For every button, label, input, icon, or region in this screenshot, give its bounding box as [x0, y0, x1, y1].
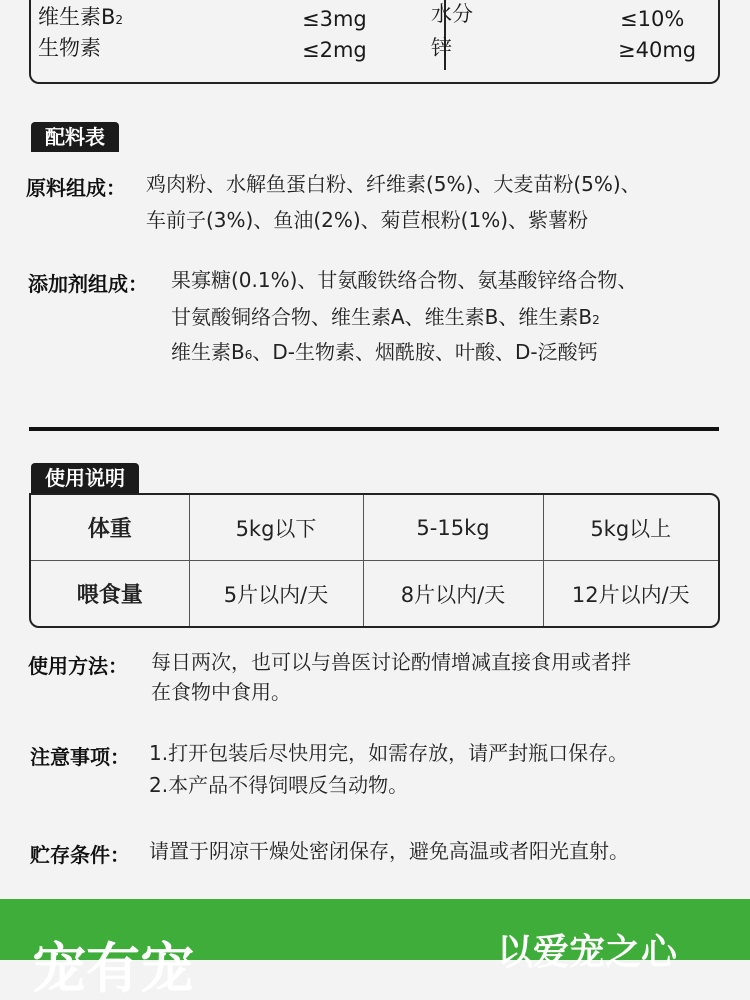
table-cell: 5kg以下	[189, 495, 363, 561]
usage-method-label: 使用方法：	[28, 654, 128, 678]
raw-materials-line-2: 车前子(3%)、鱼油(2%)、菊苣根粉(1%)、紫薯粉	[146, 208, 589, 232]
additives-line-2: 甘氨酸铜络合物、维生素A、维生素B、维生素B2	[171, 305, 600, 329]
table-row-header-weight: 体重	[31, 495, 189, 561]
nutrient-value-zinc: ≥40mg	[618, 38, 697, 62]
nutrient-value-vitamin-b2: ≤3mg	[302, 7, 367, 31]
nutrient-name-moisture: 水分	[431, 2, 473, 26]
nutrient-value-biotin: ≤2mg	[302, 38, 367, 62]
nutrient-name-vitamin-b2: 维生素B2	[38, 5, 124, 29]
notes-label: 注意事项：	[30, 745, 130, 769]
storage-label: 贮存条件：	[30, 843, 130, 867]
table-row-header-feeding: 喂食量	[31, 561, 189, 627]
usage-tag: 使用说明	[31, 463, 139, 493]
nutrient-value-moisture: ≤10%	[620, 7, 685, 31]
table-cell: 5-15kg	[363, 495, 543, 561]
nutrient-name-zinc: 锌	[431, 36, 452, 60]
table-row	[31, 495, 718, 561]
feeding-table	[29, 493, 720, 628]
usage-method-line-2: 在食物中食用。	[151, 680, 291, 704]
footer-banner	[0, 899, 750, 1000]
table-cell: 5片以内/天	[189, 561, 363, 627]
raw-materials-line-1: 鸡肉粉、水解鱼蛋白粉、纤维素(5%)、大麦苗粉(5%)、	[146, 172, 641, 196]
nutrient-name-biotin: 生物素	[38, 36, 101, 60]
table-row	[31, 561, 718, 627]
table-cell: 12片以内/天	[543, 561, 718, 627]
storage-line: 请置于阴凉干燥处密闭保存，避免高温或者阳光直射。	[149, 839, 629, 863]
section-divider	[29, 427, 719, 431]
table-cell: 8片以内/天	[363, 561, 543, 627]
notes-line-1: 1.打开包装后尽快用完，如需存放，请严封瓶口保存。	[149, 741, 629, 765]
additives-line-3: 维生素B6、D-生物素、烟酰胺、叶酸、D-泛酸钙	[171, 340, 598, 364]
nutrition-table	[29, 0, 720, 84]
additives-label: 添加剂组成：	[28, 272, 148, 296]
footer-brand-text: 宠有宠	[32, 937, 194, 1000]
footer-slogan-text: 以爱宠之心	[497, 932, 678, 973]
additives-line-1: 果寡糖(0.1%)、甘氨酸铁络合物、氨基酸锌络合物、	[171, 268, 638, 292]
raw-materials-label: 原料组成：	[26, 176, 126, 200]
ingredients-tag: 配料表	[31, 122, 119, 152]
notes-line-2: 2.本产品不得饲喂反刍动物。	[149, 773, 409, 797]
usage-method-line-1: 每日两次，也可以与兽医讨论酌情增减直接食用或者拌	[151, 650, 631, 674]
table-cell: 5kg以上	[543, 495, 718, 561]
